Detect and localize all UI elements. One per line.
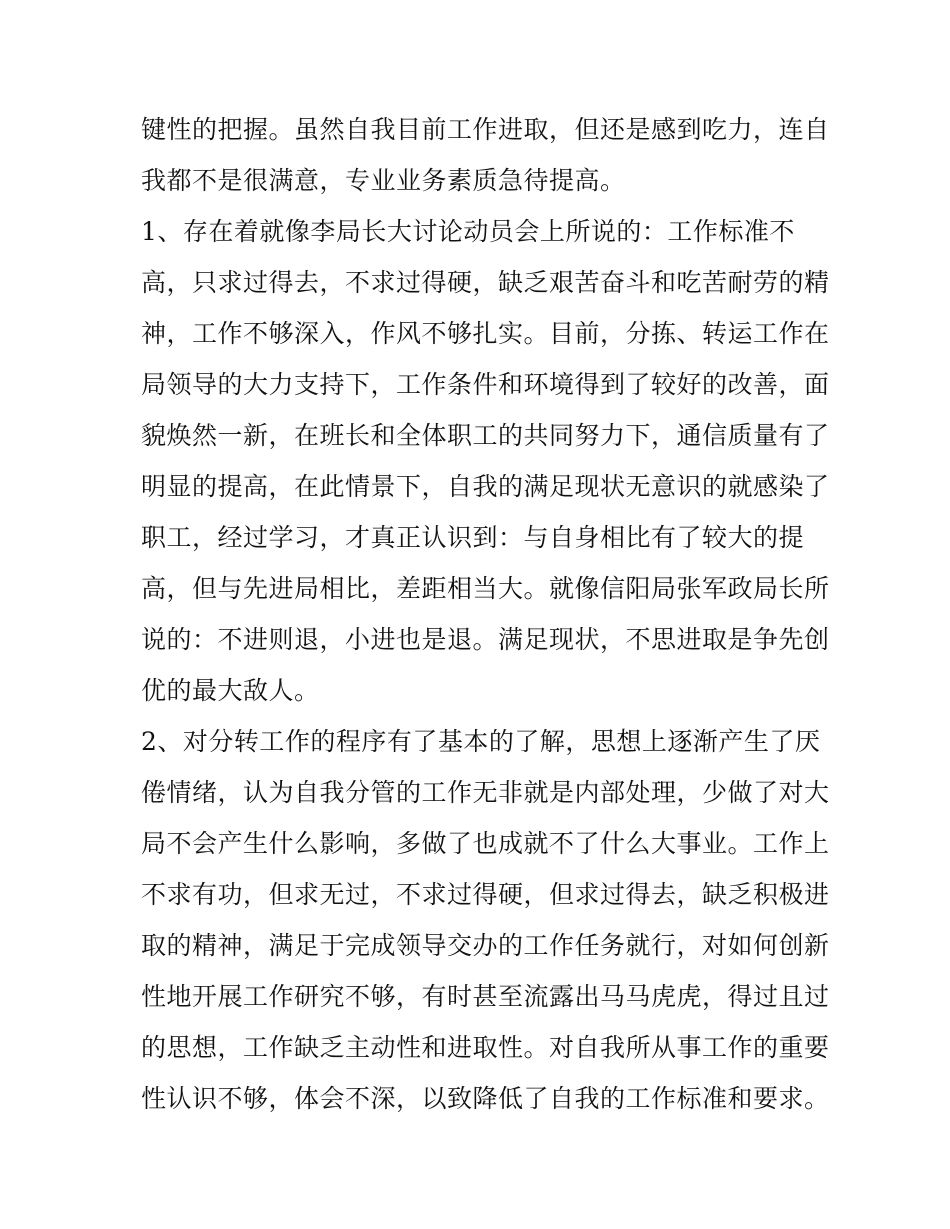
text-line: 局不会产生什么影响，多做了也成就不了什么大事业。工作上 <box>141 829 830 858</box>
text-line: 2、对分转工作的程序有了基本的了解，思想上逐渐产生了厌 <box>141 727 821 756</box>
text-line: 1、存在着就像李局长大讨论动员会上所说的：工作标准不 <box>141 217 795 246</box>
text-line: 取的精神，满足于完成领导交办的工作任务就行，对如何创新 <box>141 931 830 960</box>
text-line: 倦情绪，认为自我分管的工作无非就是内部处理，少做了对大 <box>141 778 830 807</box>
text-line: 的思想，工作缺乏主动性和进取性。对自我所从事工作的重要 <box>141 1033 830 1062</box>
text-line: 性地开展工作研究不够，有时甚至流露出马马虎虎，得过且过 <box>141 982 830 1011</box>
text-line: 键性的把握。虽然自我目前工作进取，但还是感到吃力，连自 <box>141 115 830 144</box>
text-line: 职工，经过学习，才真正认识到：与自身相比有了较大的提 <box>141 523 805 552</box>
text-line: 神，工作不够深入，作风不够扎实。目前，分拣、转运工作在 <box>141 319 830 348</box>
text-line: 性认识不够，体会不深，以致降低了自我的工作标准和要求。 <box>141 1084 830 1113</box>
text-line: 我都不是很满意，专业业务素质急待提高。 <box>141 166 626 195</box>
text-line: 貌焕然一新，在班长和全体职工的共同努力下，通信质量有了 <box>141 421 830 450</box>
text-line: 局领导的大力支持下，工作条件和环境得到了较好的改善，面 <box>141 370 830 399</box>
text-line: 高，但与先进局相比，差距相当大。就像信阳局张军政局长所 <box>141 574 830 603</box>
body-text <box>141 104 830 1124</box>
text-line: 优的最大敌人。 <box>141 676 320 705</box>
text-line: 不求有功，但求无过，不求过得硬，但求过得去，缺乏积极进 <box>141 880 830 909</box>
text-line: 高，只求过得去，不求过得硬，缺乏艰苦奋斗和吃苦耐劳的精 <box>141 268 830 297</box>
text-line: 说的：不进则退，小进也是退。满足现状，不思进取是争先创 <box>141 625 830 654</box>
text-line: 明显的提高，在此情景下，自我的满足现状无意识的就感染了 <box>141 472 830 501</box>
